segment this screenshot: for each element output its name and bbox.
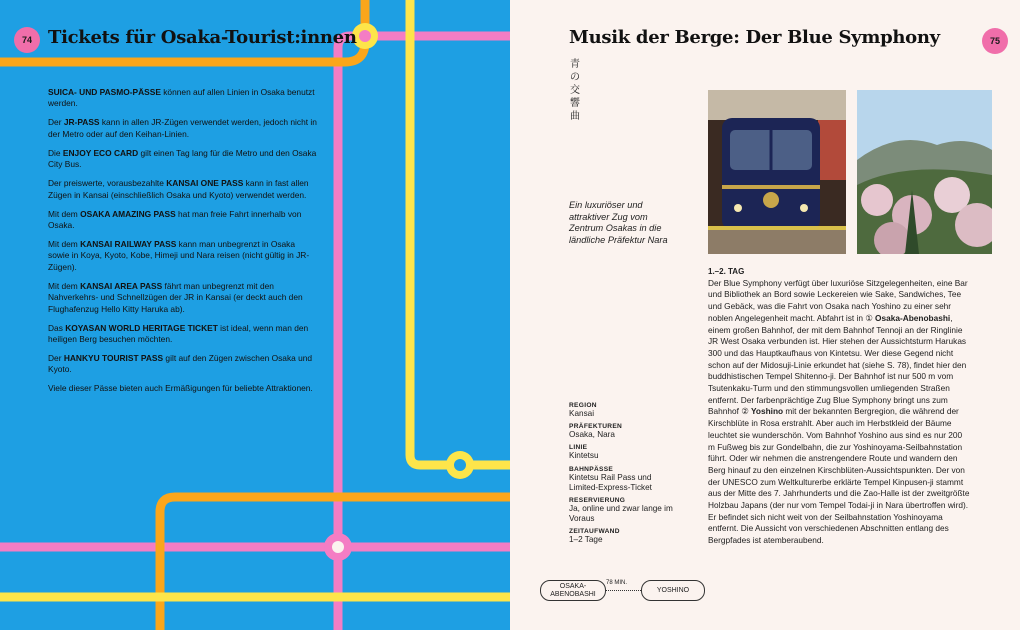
train-photo — [708, 90, 846, 254]
pass-name: KANSAI RAILWAY PASS — [80, 239, 177, 250]
pass-name: ENJOY ECO CARD — [62, 147, 139, 158]
fact-value: Ja, online und zwar lange im Voraus — [569, 504, 673, 524]
route-connector — [605, 590, 641, 591]
pass-name: KANSAI AREA PASS — [80, 280, 163, 291]
mountain-photo — [857, 90, 992, 254]
photo-caption: Ein luxuriöser und attraktiver Zug vom Zentrum Osakas in die ländliche Präfektur Nara — [569, 200, 668, 245]
page-number: 74 — [14, 27, 40, 53]
station-name: Yoshino — [750, 406, 784, 417]
closing-note: Viele dieser Pässe bieten auch Ermäßigungen für beliebte Attraktionen. — [48, 383, 313, 394]
pass-item: Das KOYASAN WORLD HERITAGE TICKET ist ideal, wenn man den heiligen Berg besuchen möchten. — [48, 322, 309, 345]
body-text: , einem großen Bahnhof, der mit dem Bahnhof Tennoji an der Ringlinie JR West Osaka verbunden ist. Hier stehen der Aussichtsturm Harukas 300 und das Hauptkaufhaus von Kintetsu. Wer diese Gegend nicht schon auf der Midosuji-Linie erkundet hat (siehe S. 78), findet hier den buddhistischen Tempel Shitenno-ji. Der Bahnhof ist nur 500 m vom Tsutenkaku-Turm und den stimmungsvollen umliegenden Straßen entfernt. Der farbenprächtige Zug Blue Symphony bringt uns zum Bahnhof ② — [708, 312, 967, 417]
body-text: mit der bekannten Bergregion, die während der Kirschblüte in Rosa erstrahlt. Aber auch im Herbstkleid der Bäume leuchtet sie wunderschön. Vom Bahnhof Yoshino aus sind es nur 200 m Fußweg bis zur Gondelbahn, die zur Yoshinoyama-Seilbahnstation führt. Oder wir nehmen die anstrengendere Route und wandern den Berg hinauf zu den einzelnen Kirschblüten-Aussichtspunkten. Der von der UNESCO zum Weltkulturerbe erklärte Tempel Kinpusen-ji stammt aus der Mitte des 7. Jahrhunderts und die Zao-Halle ist der zweitgrößte Holzbau Japans (der nur vom Tempel Todai-ji in Nara übertroffen wird). Er befindet sich nicht weit von der Seilbahnstation Yoshinoyama entfernt. Die Aussicht von verschiedenen Abschnitten entlang des Bergpfades ist atemberaubend. — [708, 406, 970, 546]
pass-item: Mit dem KANSAI AREA PASS fährt man unbegrenzt mit den Nahverkehrs- und Schnellzügen der JR in Kansai (er deckt auch den Flughafenzug Hello Kitty Haruka ab). — [48, 280, 303, 314]
fact-label: LINIE — [569, 444, 588, 452]
route-duration: 78 MIN. — [606, 580, 628, 586]
day-heading: 1.–2. TAG — [708, 267, 745, 276]
fact-label: ZEITAUFWAND — [569, 528, 620, 536]
page-title: Musik der Berge: Der Blue Symphony — [569, 27, 940, 48]
pass-item: Mit dem KANSAI RAILWAY PASS kann man unbegrenzt in Osaka sowie in Koya, Kyoto, Kobe, Himeji und Nara reisen (nicht gültig in JR-Zügen). — [48, 239, 310, 272]
pass-name: JR-PASS — [63, 117, 100, 128]
station-name: Osaka-Abenobashi — [875, 312, 951, 323]
fact-value: Kintetsu Rail Pass und Limited-Express-Ticket — [569, 472, 652, 492]
pass-name: KANSAI ONE PASS — [166, 178, 244, 189]
fact-label: REGION — [569, 402, 597, 409]
pass-item: Der preiswerte, vorausbezahlte KANSAI ONE PASS kann in fast allen Zügen in Kansai (einschließlich Osaka und Kyoto) verwendet werden. — [48, 178, 309, 200]
yellow-line — [410, 0, 510, 465]
pass-name: OSAKA AMAZING PASS — [80, 208, 176, 219]
pink-line — [338, 36, 510, 630]
pass-item: Die ENJOY ECO CARD gilt einen Tag lang für die Metro und den Osaka City Bus. — [48, 147, 317, 170]
pass-name: HANKYU TOURIST PASS — [63, 353, 164, 364]
pass-item: Der JR-PASS kann in allen JR-Zügen verwendet werden, jedoch nicht in der Metro oder auf den Keihan-Linien. — [48, 117, 317, 139]
fact-label: RESERVIERUNG — [569, 497, 626, 505]
page-title: Tickets für Osaka-Tourist:innen — [48, 27, 357, 48]
fact-box — [569, 398, 679, 548]
vertical-japanese-title: 青 の 交 響 曲 — [570, 59, 580, 122]
article-body — [708, 266, 970, 547]
fact-value: 1–2 Tage — [569, 535, 603, 545]
route-to-station: YOSHINO — [641, 580, 705, 601]
pass-item: SUICA- UND PASMO-PÄSSE können auf allen Linien in Osaka benutzt werden. — [48, 87, 315, 109]
fact-label: BAHNPÄSSE — [569, 465, 614, 473]
pass-item: Mit dem OSAKA AMAZING PASS hat man freie Fahrt innerhalb von Osaka. — [48, 208, 302, 231]
fact-value: Kansai — [569, 409, 595, 418]
pass-name: KOYASAN WORLD HERITAGE TICKET — [65, 322, 218, 333]
fact-value: Osaka, Nara — [569, 430, 615, 440]
fact-value: Kintetsu — [569, 451, 599, 461]
pass-name: SUICA- UND PASMO-PÄSSE — [48, 87, 161, 97]
route-from-station: OSAKA-ABENOBASHI — [540, 580, 606, 601]
pass-item: Der HANKYU TOURIST PASS gilt auf den Zügen zwischen Osaka und Kyoto. — [48, 353, 313, 375]
fact-label: PRÄFEKTUREN — [569, 423, 623, 431]
page-number: 75 — [982, 28, 1008, 54]
body-text: Der Blue Symphony verfügt über luxuriöse Sitzgelegenheiten, eine Bar und Bibliothek an Bord sowie Leckereien wie Sake, Sandwiches, Tee und Gebäck, was die Fahrt von Osaka nach Yoshino zu einer sehr noblen Angelegenheit macht. Abfahrt ist in ① — [708, 277, 968, 323]
pass-list — [48, 87, 318, 402]
